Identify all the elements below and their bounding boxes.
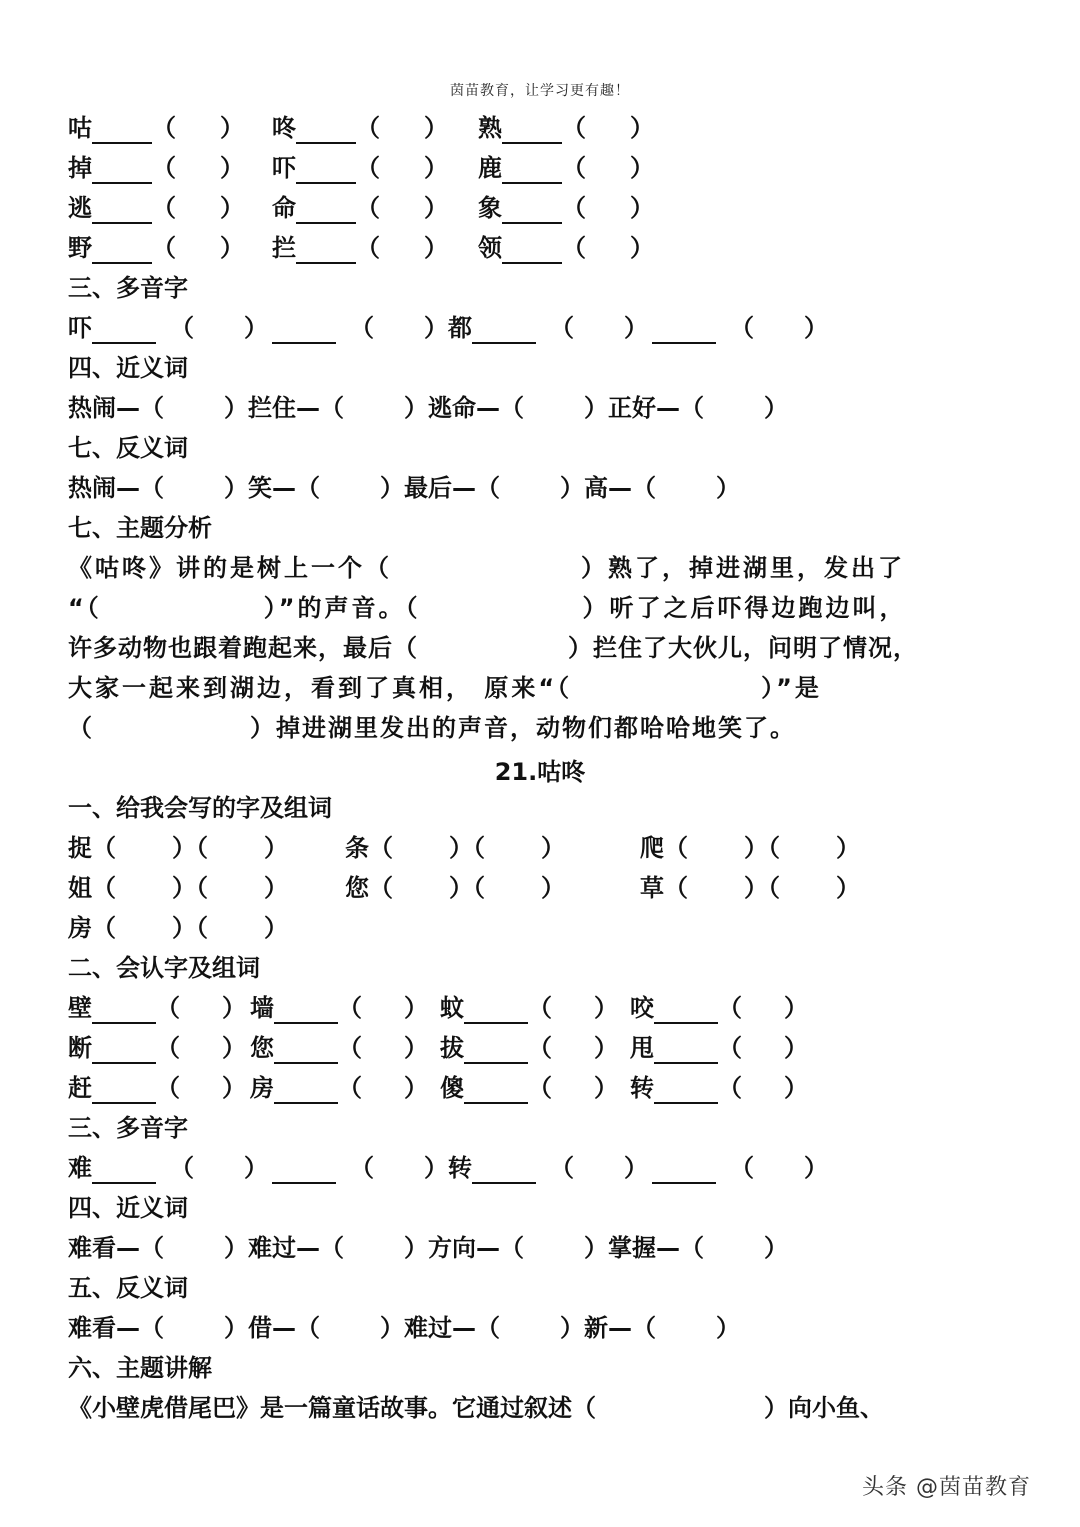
- word: ）: [764, 1234, 788, 1262]
- paren-open: （: [768, 834, 780, 862]
- word: ）借—（: [224, 1314, 320, 1342]
- paren-close: ）: [784, 1074, 808, 1102]
- paren-open: （: [718, 1034, 742, 1062]
- word: 难看—（: [68, 1234, 164, 1262]
- recognize-item: [478, 232, 654, 264]
- section-heading-synonyms-1: 四、近义词: [68, 354, 188, 382]
- paren-open: （: [152, 154, 176, 182]
- word: 热闹—（: [68, 394, 164, 422]
- paren-open: （: [369, 834, 393, 862]
- recognize-item: [272, 232, 448, 264]
- char: 都: [448, 314, 472, 342]
- theme-line: 《咕咚》讲的是树上一个（ ）熟了，掉进湖里，发出了: [68, 554, 905, 582]
- paren-close: ）: [449, 874, 473, 902]
- char: 野: [68, 234, 92, 262]
- paren-close: ）: [172, 914, 196, 942]
- section-heading-antonyms-2: 五、反义词: [68, 1274, 188, 1302]
- paren-open: （: [730, 1154, 754, 1182]
- word: ）掌握—（: [584, 1234, 704, 1262]
- word: ）难过—（: [380, 1314, 500, 1342]
- char: 蚊: [440, 994, 464, 1022]
- paren-open: （: [550, 1154, 574, 1182]
- paren-open: （: [562, 194, 586, 222]
- paren-close: ）: [424, 114, 448, 142]
- paren-open: （: [92, 834, 116, 862]
- recognize-item: [68, 112, 244, 144]
- paren-close: ）: [784, 994, 808, 1022]
- char: 房: [250, 1074, 274, 1102]
- paren-open: （: [338, 994, 362, 1022]
- char: 领: [478, 234, 502, 262]
- paren-close: ）: [594, 1074, 618, 1102]
- char: 象: [478, 194, 502, 222]
- paren-close: ）: [220, 194, 244, 222]
- paren-open: （: [768, 874, 780, 902]
- recognize-item: [68, 1032, 246, 1064]
- section-heading-polyphone-2: 三、多音字: [68, 1114, 188, 1142]
- paren-open: （: [562, 114, 586, 142]
- paren-close: ）: [836, 834, 860, 862]
- paren-close: ）: [424, 314, 448, 342]
- word: ）逃命—（: [404, 394, 524, 422]
- recognize-item: [630, 1072, 808, 1104]
- word: ）正好—（: [584, 394, 704, 422]
- char: 草: [640, 874, 664, 902]
- paren-close: ）: [804, 1154, 828, 1182]
- char: 咚: [272, 114, 296, 142]
- paren-open: （: [528, 1074, 552, 1102]
- paren-open: （: [718, 994, 742, 1022]
- paren-close: ）: [424, 194, 448, 222]
- paren-open: （: [170, 1154, 194, 1182]
- char: 掉: [68, 154, 92, 182]
- paren-open: （: [528, 994, 552, 1022]
- write-item: [345, 872, 565, 904]
- char: 吓: [272, 154, 296, 182]
- paren-close: ）: [264, 874, 288, 902]
- recognize-item: [440, 1032, 618, 1064]
- word: ）最后—（: [380, 474, 500, 502]
- char: 咕: [68, 114, 92, 142]
- write-item: [68, 912, 288, 944]
- paren-close: ）: [449, 834, 473, 862]
- paren-close: ）: [630, 194, 654, 222]
- recognize-item: [68, 232, 244, 264]
- char: 断: [68, 1034, 92, 1062]
- theme-line: “（ ）”的声音。（ ）听了之后吓得边跑边叫，: [68, 594, 907, 622]
- recognize-item: [272, 112, 448, 144]
- paren-open: （: [196, 874, 208, 902]
- paren-close: ）: [264, 834, 288, 862]
- section-heading-write: 一、给我会写的字及组词: [68, 794, 332, 822]
- paren-close: ）: [836, 874, 860, 902]
- paren-close: ）: [424, 154, 448, 182]
- paren-open: （: [718, 1074, 742, 1102]
- char: 甩: [630, 1034, 654, 1062]
- write-item: [640, 832, 860, 864]
- char: 条: [345, 834, 369, 862]
- recognize-item: [440, 1072, 618, 1104]
- paren-open: （: [338, 1034, 362, 1062]
- paren-close: ）: [404, 994, 428, 1022]
- synonyms-row-1: [68, 392, 788, 424]
- word: ）方向—（: [404, 1234, 524, 1262]
- char: 捉: [68, 834, 92, 862]
- paren-close: ）: [244, 1154, 268, 1182]
- char: 咬: [630, 994, 654, 1022]
- page-header: 茵苗教育，让学习更有趣！: [450, 83, 630, 99]
- paren-open: （: [196, 914, 208, 942]
- paren-close: ）: [404, 1034, 428, 1062]
- paren-close: ）: [624, 1154, 648, 1182]
- write-item: [68, 872, 288, 904]
- recognize-item: [478, 192, 654, 224]
- paren-open: （: [156, 1034, 180, 1062]
- word: ）: [764, 394, 788, 422]
- word: ）拦住—（: [224, 394, 344, 422]
- paren-open: （: [170, 314, 194, 342]
- paren-close: ）: [424, 234, 448, 262]
- recognize-item: [630, 1032, 808, 1064]
- recognize-item: [250, 1072, 428, 1104]
- char: 转: [448, 1154, 472, 1182]
- theme-line: （ ）掉进湖里发出的声音，动物们都哈哈地笑了。: [68, 714, 796, 742]
- lesson-title: 21.咕咚: [494, 758, 586, 786]
- section-heading-theme-2: 六、主题讲解: [68, 1354, 212, 1382]
- paren-open: （: [562, 154, 586, 182]
- paren-close: ）: [624, 314, 648, 342]
- paren-open: （: [562, 234, 586, 262]
- paren-close: ）: [222, 1034, 246, 1062]
- paren-open: （: [152, 194, 176, 222]
- recognize-item: [68, 1072, 246, 1104]
- polyphone-row-1: [68, 312, 828, 344]
- paren-open: （: [356, 234, 380, 262]
- recognize-item: [68, 992, 246, 1024]
- paren-close: ）: [222, 1074, 246, 1102]
- paren-close: ）: [404, 1074, 428, 1102]
- word: 难看—（: [68, 1314, 164, 1342]
- paren-close: ）: [630, 114, 654, 142]
- char: 拔: [440, 1034, 464, 1062]
- recognize-item: [250, 1032, 428, 1064]
- char: 姐: [68, 874, 92, 902]
- paren-close: ）: [264, 914, 288, 942]
- section-heading-synonyms-2: 四、近义词: [68, 1194, 188, 1222]
- recognize-item: [272, 192, 448, 224]
- word: ）: [716, 474, 740, 502]
- paren-open: （: [338, 1074, 362, 1102]
- paren-close: ）: [784, 1034, 808, 1062]
- char: 墙: [250, 994, 274, 1022]
- paren-open: （: [473, 834, 485, 862]
- paren-open: （: [550, 314, 574, 342]
- paren-close: ）: [172, 834, 196, 862]
- section-heading-recognize-2: 二、会认字及组词: [68, 954, 260, 982]
- char: 壁: [68, 994, 92, 1022]
- recognize-item: [478, 152, 654, 184]
- paren-close: ）: [744, 834, 768, 862]
- antonyms-row-2: [68, 1312, 740, 1344]
- paren-open: （: [156, 1074, 180, 1102]
- recognize-item: [272, 152, 448, 184]
- char: 傻: [440, 1074, 464, 1102]
- word: ）: [716, 1314, 740, 1342]
- paren-close: ）: [630, 154, 654, 182]
- paren-open: （: [92, 874, 116, 902]
- char: 难: [68, 1154, 92, 1182]
- theme-line: 许多动物也跟着跑起来，最后（ ）拦住了大伙儿，问明了情况，: [68, 634, 918, 662]
- write-item: [345, 832, 565, 864]
- write-item: [68, 832, 288, 864]
- recognize-item: [68, 152, 244, 184]
- paren-open: （: [528, 1034, 552, 1062]
- char: 您: [250, 1034, 274, 1062]
- paren-close: ）: [594, 1034, 618, 1062]
- paren-open: （: [350, 314, 374, 342]
- paren-close: ）: [804, 314, 828, 342]
- paren-open: （: [664, 834, 688, 862]
- paren-close: ）: [594, 994, 618, 1022]
- paren-open: （: [152, 114, 176, 142]
- char: 拦: [272, 234, 296, 262]
- paren-close: ）: [172, 874, 196, 902]
- word: ）高—（: [560, 474, 656, 502]
- char: 您: [345, 874, 369, 902]
- theme-line: 大家一起来到湖边，看到了真相， 原来“（ ）”是: [68, 674, 822, 702]
- paren-close: ）: [220, 114, 244, 142]
- paren-close: ）: [220, 154, 244, 182]
- paren-close: ）: [222, 994, 246, 1022]
- word: ）难过—（: [224, 1234, 344, 1262]
- word: ）笑—（: [224, 474, 320, 502]
- write-item: [640, 872, 860, 904]
- char: 吓: [68, 314, 92, 342]
- paren-close: ）: [424, 1154, 448, 1182]
- watermark: 头条 @茵苗教育: [862, 1475, 1031, 1500]
- recognize-item: [630, 992, 808, 1024]
- char: 转: [630, 1074, 654, 1102]
- paren-open: （: [356, 114, 380, 142]
- paren-open: （: [156, 994, 180, 1022]
- paren-open: （: [664, 874, 688, 902]
- paren-open: （: [92, 914, 116, 942]
- paren-open: （: [473, 874, 485, 902]
- word: ）新—（: [560, 1314, 656, 1342]
- paren-open: （: [196, 834, 208, 862]
- paren-open: （: [369, 874, 393, 902]
- paren-close: ）: [541, 834, 565, 862]
- recognize-item: [478, 112, 654, 144]
- char: 赶: [68, 1074, 92, 1102]
- paren-open: （: [356, 194, 380, 222]
- recognize-item: [68, 192, 244, 224]
- char: 爬: [640, 834, 664, 862]
- paren-open: （: [350, 1154, 374, 1182]
- paren-close: ）: [220, 234, 244, 262]
- paren-open: （: [356, 154, 380, 182]
- char: 鹿: [478, 154, 502, 182]
- paren-open: （: [152, 234, 176, 262]
- paren-open: （: [730, 314, 754, 342]
- char: 命: [272, 194, 296, 222]
- paren-close: ）: [541, 874, 565, 902]
- char: 逃: [68, 194, 92, 222]
- recognize-item: [440, 992, 618, 1024]
- polyphone-row-2: [68, 1152, 828, 1184]
- theme-line: 《小壁虎借尾巴》是一篇童话故事。它通过叙述（ ）向小鱼、: [68, 1394, 884, 1422]
- char: 熟: [478, 114, 502, 142]
- word: 热闹—（: [68, 474, 164, 502]
- section-heading-theme-1: 七、主题分析: [68, 514, 212, 542]
- antonyms-row-1: [68, 472, 740, 504]
- recognize-item: [250, 992, 428, 1024]
- char: 房: [68, 914, 92, 942]
- paren-close: ）: [630, 234, 654, 262]
- section-heading-antonyms-1: 七、反义词: [68, 434, 188, 462]
- section-heading-polyphone-1: 三、多音字: [68, 274, 188, 302]
- synonyms-row-2: [68, 1232, 788, 1264]
- paren-close: ）: [744, 874, 768, 902]
- paren-close: ）: [244, 314, 268, 342]
